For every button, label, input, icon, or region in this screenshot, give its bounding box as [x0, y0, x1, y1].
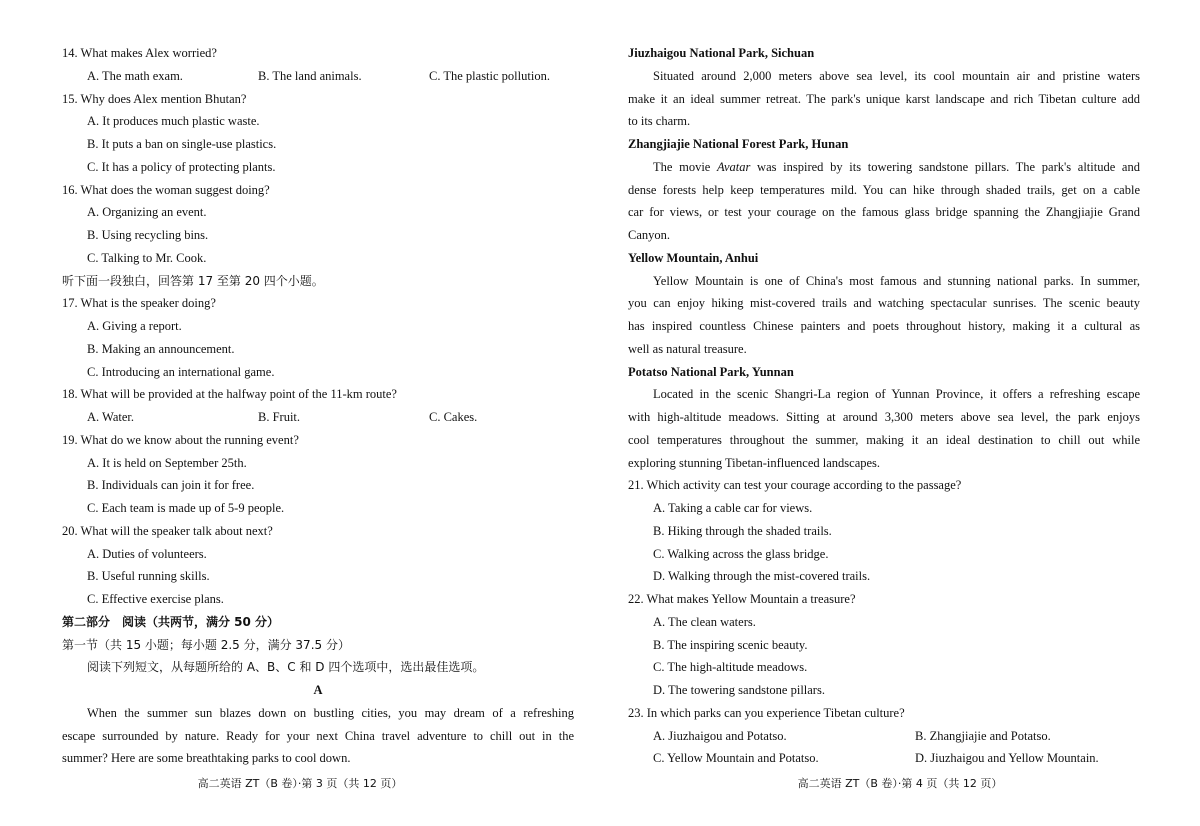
park-heading-jiuzhaigou: Jiuzhaigou National Park, Sichuan: [628, 46, 815, 60]
option-c: C. Yellow Mountain and Potatso.: [653, 751, 819, 766]
option-a: A. Taking a cable car for views.: [653, 501, 813, 515]
park-heading-zhangjiajie: Zhangjiajie National Forest Park, Hunan: [628, 137, 849, 151]
text-fragment: was inspired by its towering sandstone pillars. The park's altitude and: [750, 159, 1140, 174]
option-b: B. The land animals.: [258, 68, 362, 83]
page-footer-right: 高二英语 ZT（B 卷）·第 4 页（共 12 页）: [797, 777, 1003, 790]
option-b: B. It puts a ban on single-use plastics.: [87, 137, 277, 151]
question-15-stem: 15. Why does Alex mention Bhutan?: [62, 91, 247, 106]
question-23-options-row2: [628, 747, 1140, 770]
question-20-stem: 20. What will the speaker talk about next?: [62, 523, 273, 538]
question-17-stem: 17. What is the speaker doing?: [62, 296, 216, 311]
park-text-line: to its charm.: [628, 114, 691, 129]
right-column: [628, 42, 1140, 770]
park-text-line: cool temperatures throughout the summer, making it an ideal destination to chill out while: [628, 432, 1140, 447]
park-text-line: well as natural treasure.: [628, 341, 747, 356]
option-a: A. Giving a report.: [87, 319, 182, 333]
option-b: B. Useful running skills.: [87, 569, 210, 584]
option-b: B. Individuals can join it for free.: [87, 478, 255, 493]
listening-instruction: 听下面一段独白，回答第 17 至第 20 四个小题。: [62, 273, 324, 288]
reading-instruction: 阅读下列短文，从每题所给的 A、B、C 和 D 四个选项中，选出最佳选项。: [87, 660, 485, 675]
text-fragment: The movie: [653, 159, 718, 174]
question-23-stem: 23. In which parks can you experience Tibetan culture?: [628, 705, 905, 720]
option-a: A. It is held on September 25th.: [87, 455, 247, 470]
park-text-line: [628, 156, 1140, 179]
option-a: A. Water.: [87, 410, 135, 424]
question-14-options: [62, 65, 574, 88]
option-c: C. Talking to Mr. Cook.: [87, 250, 207, 265]
option-d: D. Jiuzhaigou and Yellow Mountain.: [915, 751, 1099, 766]
question-18-options: [62, 406, 574, 429]
option-a: A. Duties of volunteers.: [87, 546, 207, 561]
park-text-line: Located in the scenic Shangri-La region of Yunnan Province, it offers a refreshing escape: [653, 387, 1140, 402]
park-text-line: make it an ideal summer retreat. The park's unique karst landscape and rich Tibetan culture add: [628, 91, 1140, 106]
option-d: D. Walking through the mist-covered trails.: [653, 569, 871, 584]
option-b: B. Fruit.: [258, 410, 301, 424]
question-21-stem: 21. Which activity can test your courage according to the passage?: [628, 478, 962, 493]
park-text-line: exploring stunning Tibetan-influenced landscapes.: [628, 455, 881, 470]
question-22-stem: 22. What makes Yellow Mountain a treasure?: [628, 592, 856, 606]
option-c: C. Effective exercise plans.: [87, 592, 224, 606]
question-19-stem: 19. What do we know about the running event?: [62, 432, 299, 447]
page-footer-left: 高二英语 ZT（B 卷）·第 3 页（共 12 页）: [197, 777, 403, 790]
option-a: A. Organizing an event.: [87, 205, 207, 220]
option-c: C. Cakes.: [429, 410, 478, 424]
question-18-stem: 18. What will be provided at the halfway point of the 11-km route?: [62, 387, 397, 402]
option-a: A. The clean waters.: [653, 614, 756, 629]
option-b: B. Making an announcement.: [87, 341, 235, 356]
option-a: A. The math exam.: [87, 68, 183, 83]
movie-title: Avatar: [717, 159, 751, 174]
left-column: [62, 42, 574, 770]
option-b: B. Hiking through the shaded trails.: [653, 523, 832, 538]
question-16-stem: 16. What does the woman suggest doing?: [62, 182, 270, 197]
option-c: C. It has a policy of protecting plants.: [87, 159, 276, 174]
option-c: C. Introducing an international game.: [87, 364, 275, 379]
option-a: A. It produces much plastic waste.: [87, 114, 260, 129]
park-text-line: car for views, or test your courage on the famous glass bridge spanning the Zhangjiajie Grand: [628, 205, 1140, 220]
option-a: A. Jiuzhaigou and Potatso.: [653, 728, 787, 743]
option-c: C. Each team is made up of 5-9 people.: [87, 501, 285, 515]
park-heading-potatso: Potatso National Park, Yunnan: [628, 364, 794, 379]
option-b: B. Zhangjiajie and Potatso.: [915, 728, 1051, 743]
part-two-title: 第二部分 阅读（共两节，满分 50 分）: [62, 614, 280, 629]
park-text-line: Canyon.: [628, 228, 671, 242]
intro-line-2: escape surrounded by nature. Ready for your next China travel adventure to chill out in the: [62, 728, 574, 743]
park-text-line: has inspired countless Chinese painters and poets throughout history, making it a cultural as: [628, 319, 1140, 333]
park-text-line: with high-altitude meadows. Sitting at around 3,300 meters above sea level, the park enjoys: [628, 410, 1140, 424]
park-text-line: dense forests help keep temperatures mild. You can hike through shaded trails, get on a cable: [628, 182, 1140, 197]
passage-label: A: [313, 683, 323, 697]
question-23-options-row1: [628, 725, 1140, 748]
section-one-title: 第一节（共 15 小题；每小题 2.5 分，满分 37.5 分）: [62, 637, 350, 652]
question-14-stem: 14. What makes Alex worried?: [62, 46, 217, 60]
park-text-line: you can enjoy hiking mist-covered trails and watching spectacular sunrises. The scenic beauty: [628, 296, 1140, 311]
option-b: B. Using recycling bins.: [87, 228, 209, 242]
option-c: C. The high-altitude meadows.: [653, 660, 808, 675]
park-text-line: Yellow Mountain is one of China's most famous and stunning national parks. In summer,: [653, 273, 1140, 288]
intro-line-3: summer? Here are some breathtaking parks to cool down.: [62, 751, 351, 766]
option-b: B. The inspiring scenic beauty.: [653, 637, 808, 652]
option-d: D. The towering sandstone pillars.: [653, 683, 825, 697]
intro-line-1: When the summer sun blazes down on bustling cities, you may dream of a refreshing: [87, 705, 574, 720]
option-c: C. Walking across the glass bridge.: [653, 546, 829, 561]
park-heading-yellow-mountain: Yellow Mountain, Anhui: [628, 250, 759, 265]
option-c: C. The plastic pollution.: [429, 68, 550, 83]
park-text-line: Situated around 2,000 meters above sea level, its cool mountain air and pristine waters: [653, 68, 1140, 83]
